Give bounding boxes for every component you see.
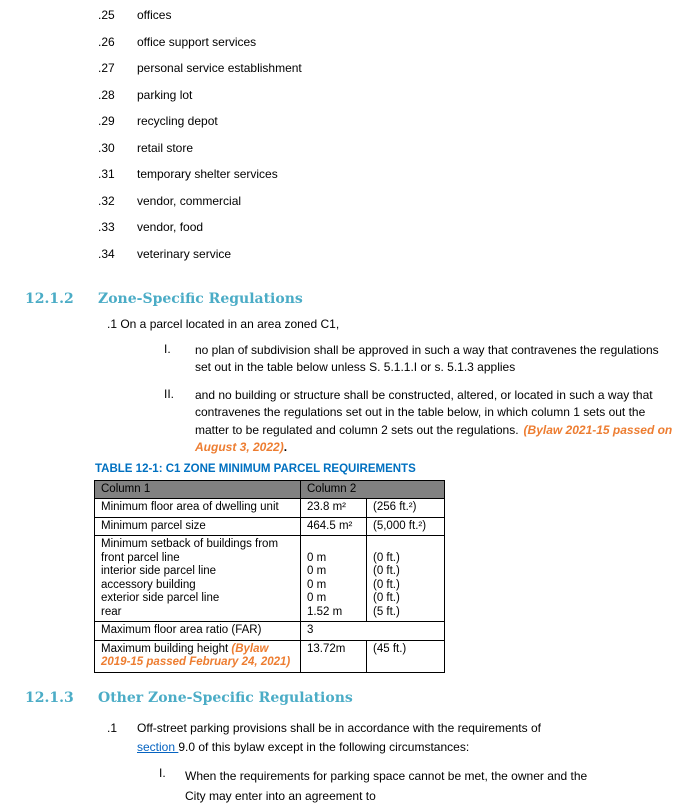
far-value: 3 <box>301 622 445 641</box>
section-number: 12.1.3 <box>25 689 74 706</box>
setback-metric: 0 m <box>307 578 327 591</box>
imperial-value: (45 ft.) <box>367 640 445 672</box>
roman-item-I-other <box>0 766 685 807</box>
table-title: TABLE 12-1: C1 ZONE MINIMUM PARCEL REQUIREMENTS <box>95 462 416 475</box>
setback-label: exterior side parcel line <box>101 592 220 604</box>
metric-value <box>301 536 367 622</box>
imperial-value: (5,000 ft.²) <box>367 517 445 536</box>
paragraph-line: When the requirements for parking space cannot be met, the owner and the <box>185 768 588 783</box>
setback-label: Minimum setback of buildings from <box>101 538 279 550</box>
setback-label: accessory building <box>101 578 196 591</box>
list-item <box>0 195 685 208</box>
list-item-label: office support services <box>137 34 257 49</box>
list-item <box>0 168 685 181</box>
decimal-marker: .1 <box>107 720 118 735</box>
table-row <box>95 517 445 536</box>
list-item-label: personal service establishment <box>137 61 302 75</box>
header-cell-column1: Column 1 <box>95 480 301 499</box>
roman-item-body <box>195 342 659 377</box>
paragraph-line: set out in the table below unless S. 5.1.1.I or s. 5.1.3 applies <box>195 360 516 374</box>
list-item <box>0 142 685 155</box>
metric-value: 23.8 m² <box>301 499 367 518</box>
roman-item-II <box>0 387 685 457</box>
section-title: Zone-Specific Regulations <box>98 290 303 307</box>
parcel-requirements-table <box>94 480 445 673</box>
decimal-item-1 <box>0 719 685 758</box>
setback-imperial: (0 ft.) <box>373 592 400 604</box>
setback-metric: 0 m <box>307 592 327 604</box>
setback-metric: 1.52 m <box>307 605 343 618</box>
setback-imperial: (5 ft.) <box>373 605 400 618</box>
list-item-number: .30 <box>98 140 115 155</box>
sentence-period: . <box>283 440 288 454</box>
setback-metric: 0 m <box>307 565 327 577</box>
row-label: Maximum floor area ratio (FAR) <box>95 622 301 641</box>
roman-marker: I. <box>159 765 166 780</box>
list-item-label: temporary shelter services <box>137 167 278 181</box>
list-item <box>0 36 685 49</box>
list-item-label: offices <box>137 8 172 22</box>
paragraph-line <box>195 422 672 440</box>
paragraph-line: no plan of subdivision shall be approved in such a way that contravenes the regulations <box>195 342 659 357</box>
setback-label: interior side parcel line <box>101 565 217 577</box>
metric-value: 464.5 m² <box>301 517 367 536</box>
setback-imperial: (0 ft.) <box>373 578 400 591</box>
list-item-number: .34 <box>98 246 115 261</box>
list-item-label: veterinary service <box>137 246 232 261</box>
roman-item-body <box>185 766 587 807</box>
list-item-number: .25 <box>98 8 115 22</box>
bylaw-amendment-note: August 3, 2022) <box>195 440 284 454</box>
table-row-setback <box>95 536 445 622</box>
header-cell-column2: Column 2 <box>301 480 445 499</box>
list-item <box>0 115 685 128</box>
permitted-use-list <box>0 0 685 261</box>
paragraph-line <box>195 439 672 457</box>
list-item <box>0 248 685 261</box>
section-heading-zone-specific <box>0 290 685 309</box>
row-label <box>95 640 301 672</box>
metric-value: 13.72m <box>301 640 367 672</box>
table-row-building-height <box>95 640 445 672</box>
list-item <box>0 221 685 234</box>
list-item-label: retail store <box>137 140 194 155</box>
list-item-number: .26 <box>98 34 115 49</box>
roman-item-I <box>0 342 685 377</box>
table-header-row <box>95 480 445 499</box>
paragraph-line: contravenes the regulations set out in the table below, in which column 1 sets out the <box>195 405 646 419</box>
section-title: Other Zone-Specific Regulations <box>98 689 353 706</box>
paragraph-text: 9.0 of this bylaw except in the following circumstances: <box>178 740 470 754</box>
list-item-label: vendor, food <box>137 220 204 234</box>
roman-item-body <box>195 387 672 457</box>
row-label: Minimum floor area of dwelling unit <box>95 499 301 518</box>
setback-imperial <box>373 538 439 552</box>
section-9-link[interactable]: section <box>137 740 179 754</box>
paragraph-line: Off-street parking provisions shall be in accordance with the requirements of <box>137 720 541 735</box>
list-item-number: .33 <box>98 220 115 234</box>
list-item-number: .27 <box>98 61 115 75</box>
list-item-number: .32 <box>98 193 115 208</box>
setback-metric: 0 m <box>307 551 327 564</box>
paragraph-line: City may enter into an agreement to <box>185 789 376 803</box>
list-item <box>0 62 685 75</box>
setback-imperial: (0 ft.) <box>373 565 400 577</box>
setback-metric <box>307 538 361 552</box>
list-item-number: .31 <box>98 167 115 181</box>
row-label <box>95 536 301 622</box>
paragraph-line <box>137 738 541 758</box>
setback-label: rear <box>101 605 122 618</box>
bylaw-amendment-note: (Bylaw 2019-15 passed February 24, 2021) <box>101 642 291 668</box>
section-heading-other-zone-specific <box>0 689 685 708</box>
setback-imperial: (0 ft.) <box>373 551 400 564</box>
imperial-value: (256 ft.²) <box>367 499 445 518</box>
row-label: Minimum parcel size <box>95 517 301 536</box>
list-item-label: recycling depot <box>137 114 218 128</box>
decimal-item-body <box>137 719 541 758</box>
list-item-number: .29 <box>98 114 115 128</box>
list-item-label: vendor, commercial <box>137 193 242 208</box>
roman-marker: I. <box>164 341 171 356</box>
intro-paragraph: .1 On a parcel located in an area zoned C1, <box>107 316 340 331</box>
bylaw-amendment-note: (Bylaw 2021-15 passed on <box>523 422 673 437</box>
list-item <box>0 89 685 102</box>
table-row-far <box>95 622 445 641</box>
section-number: 12.1.2 <box>25 290 74 307</box>
list-item-label: parking lot <box>137 87 193 102</box>
paragraph-line: and no building or structure shall be constructed, altered, or located in such a way that <box>195 387 653 402</box>
imperial-value <box>367 536 445 622</box>
list-item <box>0 9 685 22</box>
list-item-number: .28 <box>98 87 115 102</box>
roman-marker: II. <box>164 386 175 401</box>
setback-label: front parcel line <box>101 551 180 564</box>
table-row <box>95 499 445 518</box>
row-label-text: Maximum building height <box>101 642 232 655</box>
paragraph-text: matter to be regulated and column 2 sets out the regulations. <box>195 422 519 437</box>
